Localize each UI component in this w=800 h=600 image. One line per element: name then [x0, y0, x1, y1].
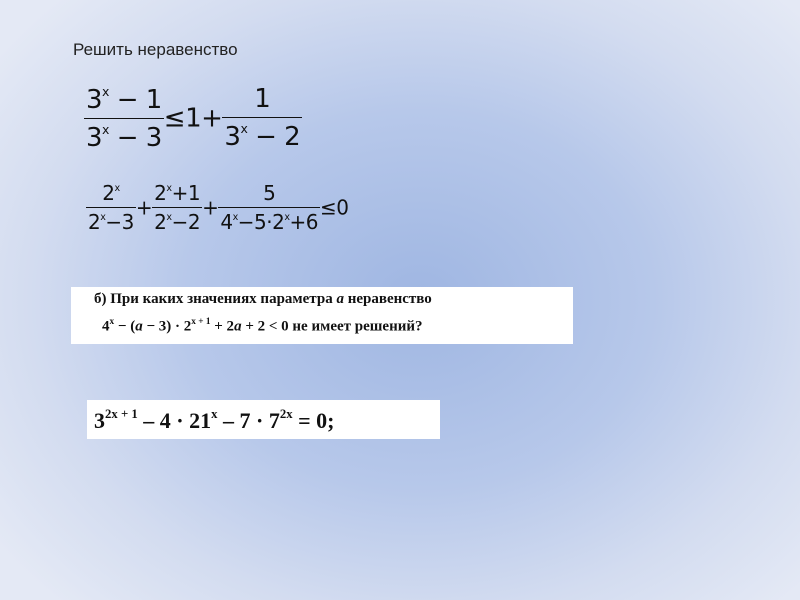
inequality-1-lhs-fraction — [84, 84, 164, 153]
fraction-bar — [222, 117, 302, 118]
exponential-equation: $3^{2x + 1} - 4 \cdot 21^x - 7 \cdot 7^{2x} = 0$; — [94, 407, 335, 434]
fraction-bar — [218, 207, 320, 208]
fraction-denominator: $3^x - 3$ — [86, 121, 162, 153]
fraction-numerator: $3^x - 1$ — [86, 84, 162, 115]
fraction-bar — [86, 207, 136, 208]
plus-sign: + — [202, 195, 219, 220]
problem-b-box — [71, 287, 573, 344]
fraction-denominator: $2^x-2$ — [154, 210, 201, 234]
problem-b-inequality: $4^x - (a - 3) \cdot 2^{x + 1} + 2a + 2 < 0$ не имеет решений? — [102, 317, 423, 335]
inequality-2 — [86, 181, 349, 234]
inequality-1-rhs-fraction — [222, 84, 302, 152]
inequality-2-term-1 — [86, 181, 136, 234]
inequality-1-middle: ≤1+ — [163, 103, 223, 134]
fraction-bar — [84, 118, 164, 119]
inequality-2-term-2 — [152, 181, 202, 234]
inequality-2-tail: ≤0 — [320, 195, 349, 220]
inequality-2-term-3 — [218, 181, 320, 234]
problem-b-question: б) При каких значениях параметра a неравенство — [94, 291, 432, 307]
slide-title: Решить неравенство — [73, 40, 238, 59]
inequality-1 — [84, 84, 302, 153]
fraction-numerator: 2$^x$ — [102, 181, 120, 205]
fraction-numerator: 5 — [263, 181, 276, 205]
fraction-bar — [152, 207, 202, 208]
fraction-denominator: $3^x - 2$ — [224, 121, 301, 153]
fraction-denominator: $4^x-5\cdot 2^x+6$ — [220, 210, 319, 234]
fraction-denominator: $2^x-3$ — [88, 210, 134, 234]
fraction-numerator: $2^x+1$ — [154, 181, 201, 205]
equation-box — [87, 400, 440, 439]
plus-sign: + — [135, 195, 153, 220]
fraction-numerator: 1 — [254, 84, 271, 115]
